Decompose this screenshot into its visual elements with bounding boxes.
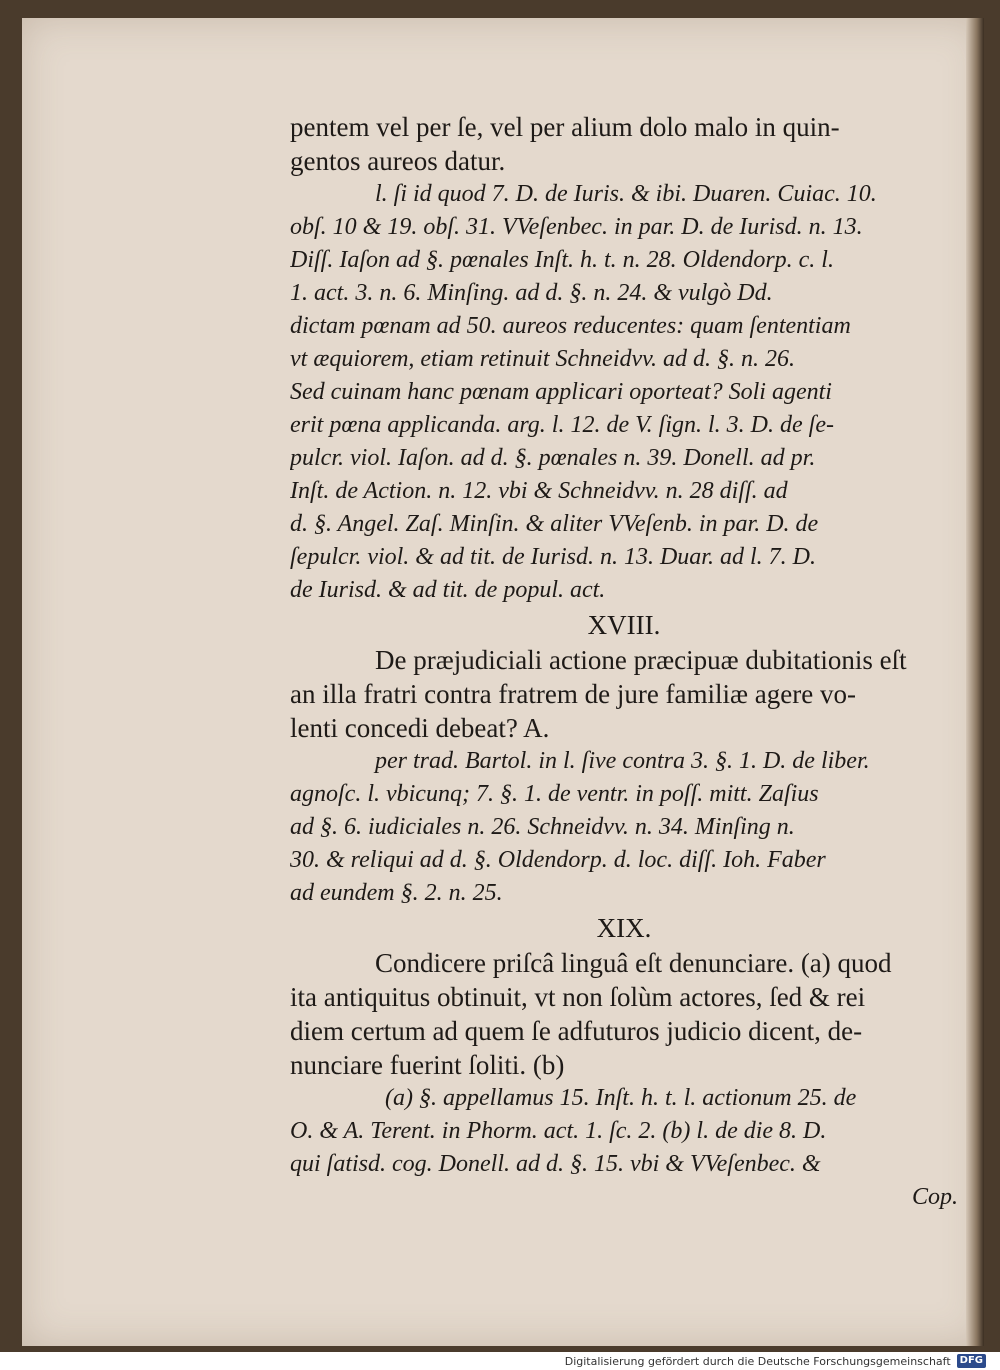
footnote-line: (a) §. appellamus 15. Inſt. h. t. l. actionum 25. de: [385, 1085, 857, 1111]
footer-credit: Digitalisierung gefördert durch die Deutsche Forschungsgemeinschaft: [564, 1354, 951, 1368]
page-edge: [966, 18, 984, 1346]
text-line: ita antiquitus obtinuit, vt non ſolùm actores, ſed & rei: [290, 982, 866, 1012]
section-heading: XVIII.: [587, 610, 661, 640]
citation-line: d. §. Angel. Zaſ. Minſin. & aliter VVeſenb. in par. D. de: [290, 511, 819, 537]
text-line: an illa fratri contra fratrem de jure familiæ agere vo-: [290, 679, 856, 709]
citation-line: Sed cuinam hanc pœnam applicari oporteat? Soli agenti: [290, 379, 832, 405]
citation-line: vt æquiorem, etiam retinuit Schneidvv. ad d. §. n. 26.: [290, 346, 796, 372]
page-text: [290, 110, 958, 1214]
citation-line: de Iurisd. & ad tit. de popul. act.: [290, 577, 606, 603]
text-line: Condicere priſcâ linguâ eſt denunciare. (a) quod: [375, 948, 892, 978]
citation-line: 30. & reliqui ad d. §. Oldendorp. d. loc. diſſ. Ioh. Faber: [290, 847, 826, 873]
citation-line: agnoſc. l. vbicunq; 7. §. 1. de ventr. in poſſ. mitt. Zaſius: [290, 781, 819, 807]
citation-line: ſepulcr. viol. & ad tit. de Iurisd. n. 13. Duar. ad l. 7. D.: [290, 544, 816, 570]
text-line: pentem vel per ſe, vel per alium dolo malo in quin-: [290, 112, 840, 142]
text-line: diem certum ad quem ſe adfuturos judicio dicent, de-: [290, 1016, 863, 1046]
citation-line: l. ſi id quod 7. D. de Iuris. & ibi. Duaren. Cuiac. 10.: [375, 181, 877, 207]
citation-line: ad eundem §. 2. n. 25.: [290, 880, 503, 906]
citation-line: per trad. Bartol. in l. ſive contra 3. §. 1. D. de liber.: [375, 748, 870, 774]
text-line: De præjudiciali actione præcipuæ dubitationis eſt: [375, 645, 907, 675]
text-line: gentos aureos datur.: [290, 146, 506, 176]
footnote-line: qui ſatisd. cog. Donell. ad d. §. 15. vbi & VVeſenbec. &: [290, 1151, 821, 1177]
text-line: lenti concedi debeat? A.: [290, 713, 550, 743]
citation-line: pulcr. viol. Iaſon. ad d. §. pœnales n. 39. Donell. ad pr.: [290, 445, 816, 471]
citation-line: obſ. 10 & 19. obſ. 31. VVeſenbec. in par. D. de Iurisd. n. 13.: [290, 214, 863, 240]
citation-line: ad §. 6. iudiciales n. 26. Schneidvv. n. 34. Minſing n.: [290, 814, 795, 840]
text-line: nunciare fuerint ſoliti. (b): [290, 1050, 565, 1080]
citation-line: dictam pœnam ad 50. aureos reducentes: quam ſententiam: [290, 313, 851, 339]
catchword: Cop.: [911, 1184, 958, 1210]
citation-line: erit pœna applicanda. arg. l. 12. de V. ſign. l. 3. D. de ſe-: [290, 412, 834, 438]
footnote-line: O. & A. Terent. in Phorm. act. 1. ſc. 2. (b) l. de die 8. D.: [290, 1118, 827, 1144]
digitization-footer: [565, 1352, 986, 1370]
citation-line: Diſſ. Iaſon ad §. pœnales Inſt. h. t. n. 28. Oldendorp. c. l.: [290, 247, 834, 273]
dfg-logo-icon: DFG: [957, 1354, 986, 1368]
citation-line: 1. act. 3. n. 6. Minſing. ad d. §. n. 24. & vulgò Dd.: [290, 280, 773, 306]
citation-line: Inſt. de Action. n. 12. vbi & Schneidvv. n. 28 diſſ. ad: [290, 478, 788, 504]
section-heading: XIX.: [596, 913, 652, 943]
